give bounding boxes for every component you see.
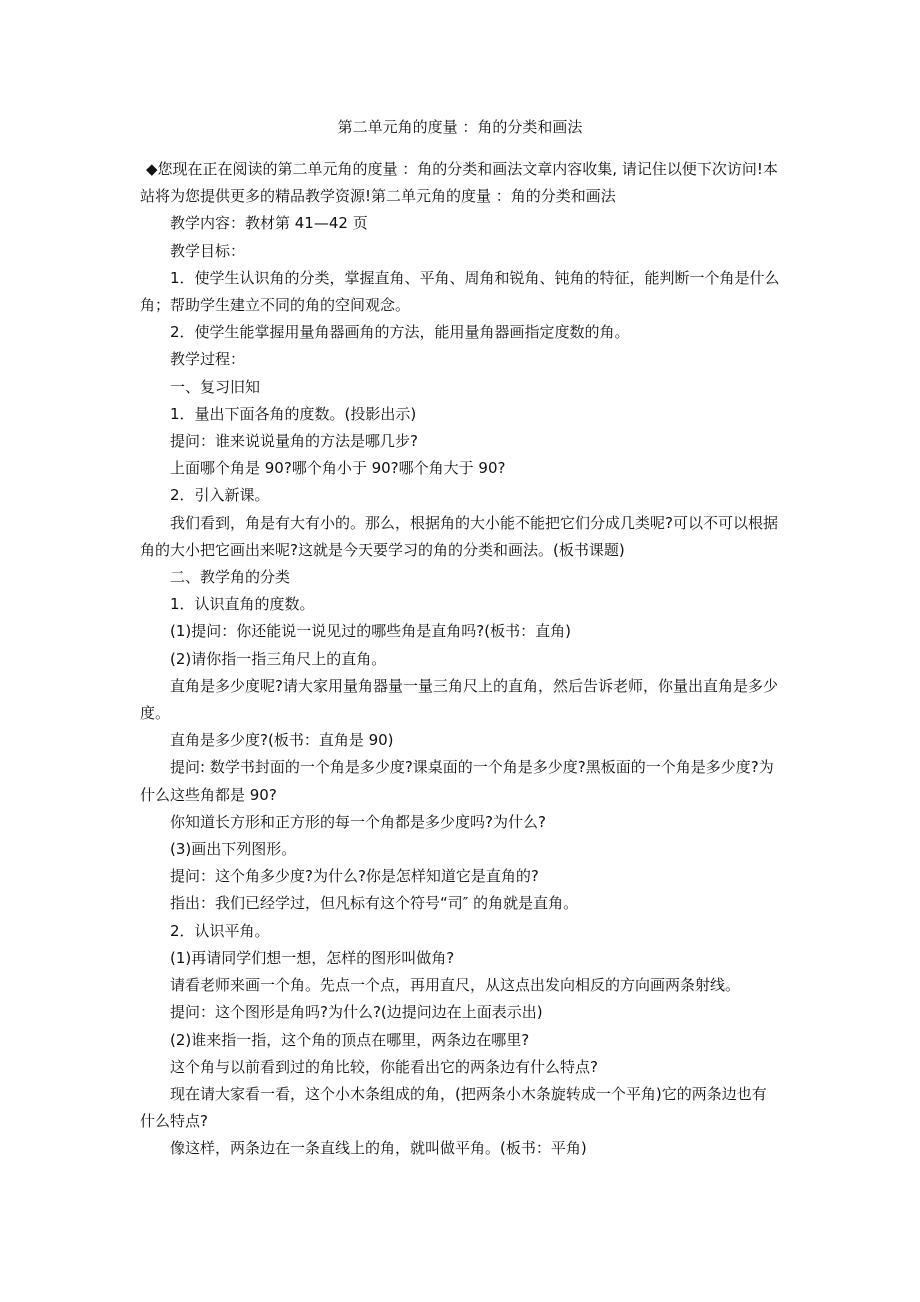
paragraph: (1)再请同学们想一想，怎样的图形叫做角?: [170, 948, 455, 967]
paragraph: (2)谁来指一指，这个角的顶点在哪里，两条边在哪里?: [170, 1030, 530, 1049]
paragraph: 1．认识直角的度数。: [170, 595, 315, 614]
paragraph: (3)画出下列图形。: [170, 840, 297, 859]
paragraph: 教学目标：: [170, 241, 246, 260]
paragraph: 2．认识平角。: [170, 921, 270, 940]
section-heading: 一、复习旧知: [170, 377, 261, 396]
document-title: 第二单元角的度量 ：角的分类和画法: [337, 118, 583, 136]
paragraph: 你知道长方形和正方形的每一个角都是多少度吗?为什么?: [170, 812, 546, 831]
paragraph: 2．引入新课。: [170, 486, 270, 505]
paragraph: 1．使学生认识角的分类，掌握直角、平角、周角和锐角、钝角的特征，能判断一个角是什么角；帮助学生建立不同的角的空间观念。: [140, 268, 780, 315]
paragraph: 指出：我们已经学过，但凡标有这个符号“司″ 的角就是直角。: [170, 894, 579, 913]
paragraph: 2．使学生能掌握用量角器画角的方法，能用量角器画指定度数的角。: [170, 323, 630, 342]
paragraph: 这个角与以前看到过的角比较，你能看出它的两条边有什么特点?: [170, 1057, 598, 1076]
section-heading: 二、教学角的分类: [170, 568, 291, 587]
paragraph: 我们看到，角是有大有小的。那么，根据角的大小能不能把它们分成几类呢?可以不可以根据角的大小把它画出来呢?这就是今天要学习的角的分类和画法。(板书课题): [140, 513, 778, 559]
paragraph: (1)提问：你还能说一说见过的哪些角是直角吗?(板书：直角): [170, 622, 571, 641]
paragraph: 直角是多少度?(板书：直角是 90): [170, 731, 394, 750]
document-body: [140, 156, 780, 1163]
paragraph: 提问：这个图形是角吗?为什么?(边提问边在上面表示出): [170, 1003, 543, 1022]
paragraph: 上面哪个角是 90?哪个角小于 90?哪个角大于 90?: [170, 459, 506, 478]
paragraph: 直角是多少度呢?请大家用量角器量一量三角尺上的直角，然后告诉老师，你量出直角是多少度。: [140, 676, 778, 723]
paragraph: 1．量出下面各角的度数。(投影出示): [170, 404, 417, 423]
paragraph: 提问：这个角多少度?为什么?你是怎样知道它是直角的?: [170, 867, 539, 886]
intro-paragraph: ◆您现在正在阅读的第二单元角的度量 ：角的分类和画法文章内容收集, 请记住以便下次访问!本站将为您提供更多的精品教学资源!第二单元角的度量 ：角的分类和画法: [140, 160, 778, 206]
paragraph: 提问：谁来说说量角的方法是哪几步?: [170, 432, 418, 451]
paragraph: 像这样，两条边在一条直线上的角，就叫做平角。(板书：平角): [170, 1139, 587, 1158]
paragraph: 现在请大家看一看，这个小木条组成的角，(把两条小木条旋转成一个平角)它的两条边也有什么特点?: [140, 1084, 767, 1131]
paragraph: 教学内容：教材第 41—42 页: [170, 214, 368, 233]
paragraph: 提问: 数学书封面的一个角是多少度?课桌面的一个角是多少度?黑板面的一个角是多少度?为什么这些角都是 90?: [140, 758, 774, 804]
paragraph: 教学过程：: [170, 350, 246, 369]
paragraph: (2)请你指一指三角尺上的直角。: [170, 649, 387, 668]
paragraph: 请看老师来画一个角。先点一个点，再用直尺，从这点出发向相反的方向画两条射线。: [170, 976, 741, 995]
